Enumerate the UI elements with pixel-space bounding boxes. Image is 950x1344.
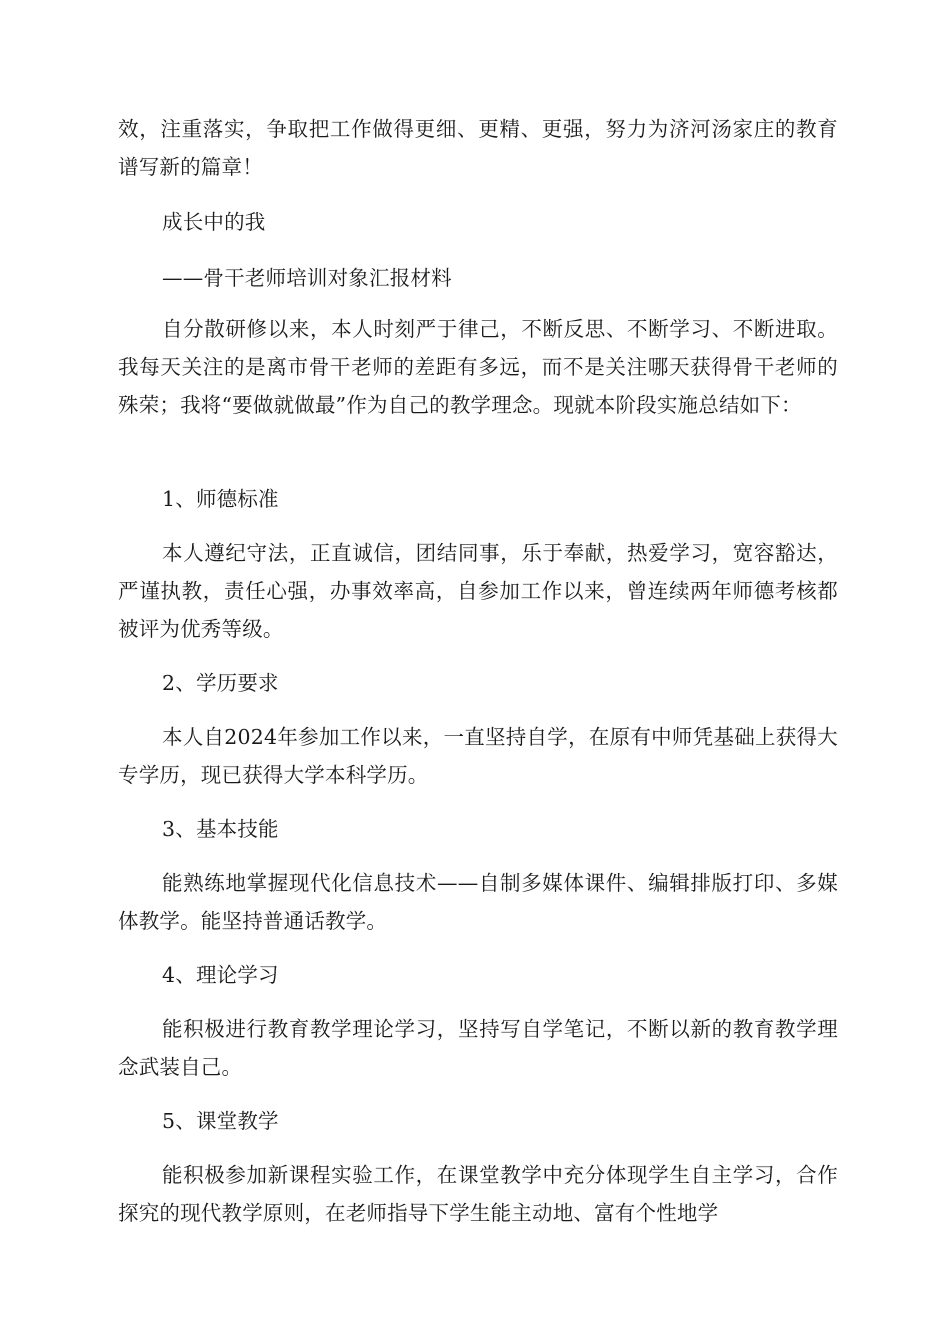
- document-title: 成长中的我: [162, 210, 266, 234]
- section-heading-5: 5、课堂教学: [162, 1109, 279, 1133]
- document-subtitle: ——骨干老师培训对象汇报材料: [162, 266, 452, 290]
- section-body-1: 本人遵纪守法，正直诚信，团结同事，乐于奉献，热爱学习，宽容豁达，严谨执教，责任心强，办事效率高，自参加工作以来，曾连续两年师德考核都被评为优秀等级。: [118, 541, 838, 641]
- section-heading-4: 4、理论学习: [162, 963, 279, 987]
- section-body-5: 能积极参加新课程实验工作，在课堂教学中充分体现学生自主学习，合作探究的现代教学原则，在老师指导下学生能主动地、富有个性地学: [118, 1163, 838, 1225]
- section-body-4: 能积极进行教育教学理论学习，坚持写自学笔记，不断以新的教育教学理念武装自己。: [118, 1017, 838, 1079]
- section-body-2: 本人自2024年参加工作以来，一直坚持自学，在原有中师凭基础上获得大专学历，现已获得大学本科学历。: [118, 725, 838, 787]
- section-heading-1: 1、师德标准: [162, 487, 279, 511]
- continuation-paragraph: 效，注重落实，争取把工作做得更细、更精、更强，努力为济河汤家庄的教育谱写新的篇章！: [118, 117, 838, 179]
- section-heading-2: 2、学历要求: [162, 671, 279, 695]
- section-body-3: 能熟练地掌握现代化信息技术——自制多媒体课件、编辑排版打印、多媒体教学。能坚持普通话教学。: [118, 871, 838, 933]
- intro-paragraph: 自分散研修以来，本人时刻严于律己，不断反思、不断学习、不断进取。我每天关注的是离市骨干老师的差距有多远，而不是关注哪天获得骨干老师的殊荣；我将“要做就做最”作为自己的教学理念。现就本阶段实施总结如下：: [118, 317, 838, 417]
- section-heading-3: 3、基本技能: [162, 817, 279, 841]
